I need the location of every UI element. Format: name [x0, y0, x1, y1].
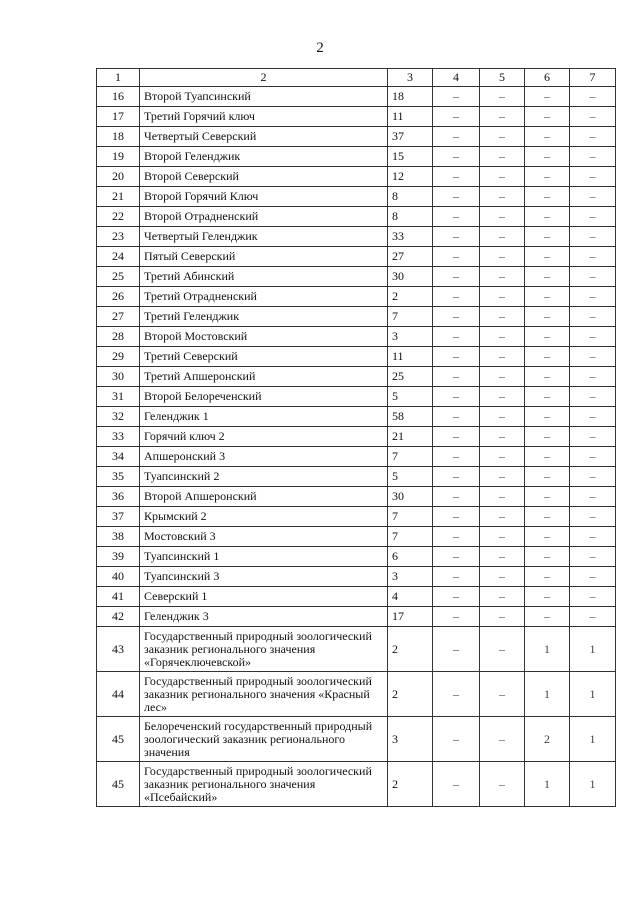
- col4-cell: –: [433, 467, 480, 487]
- col5-cell: –: [480, 287, 525, 307]
- col3-cell: 25: [388, 367, 433, 387]
- col7-cell: –: [570, 307, 616, 327]
- table-row: [97, 247, 616, 267]
- row-number-cell: 42: [97, 607, 140, 627]
- col4-cell: –: [433, 672, 480, 717]
- col4-cell: –: [433, 207, 480, 227]
- row-number-cell: 29: [97, 347, 140, 367]
- col6-cell: –: [525, 147, 570, 167]
- reserve-name-cell: Государственный природный зоологический заказник регионального значения «Красный лес»: [140, 672, 388, 717]
- col6-cell: –: [525, 467, 570, 487]
- row-number-cell: 45: [97, 762, 140, 807]
- reserve-name-cell: Третий Апшеронский: [140, 367, 388, 387]
- col4-cell: –: [433, 167, 480, 187]
- table-row: [97, 187, 616, 207]
- row-number-cell: 19: [97, 147, 140, 167]
- col6-cell: –: [525, 247, 570, 267]
- col7-cell: –: [570, 367, 616, 387]
- col5-cell: –: [480, 167, 525, 187]
- reserve-name-cell: Второй Мостовский: [140, 327, 388, 347]
- col5-cell: –: [480, 567, 525, 587]
- col6-cell: –: [525, 387, 570, 407]
- col5-cell: –: [480, 327, 525, 347]
- header-cell: 7: [570, 69, 616, 87]
- table-row: [97, 127, 616, 147]
- table-row: [97, 307, 616, 327]
- table-row: [97, 387, 616, 407]
- header-cell: 2: [140, 69, 388, 87]
- col6-cell: –: [525, 327, 570, 347]
- reserve-name-cell: Четвертый Северский: [140, 127, 388, 147]
- col3-cell: 37: [388, 127, 433, 147]
- reserve-name-cell: Геленджик 1: [140, 407, 388, 427]
- row-number-cell: 37: [97, 507, 140, 527]
- reserve-name-cell: Третий Отрадненский: [140, 287, 388, 307]
- col6-cell: –: [525, 267, 570, 287]
- table-row: [97, 627, 616, 672]
- col6-cell: –: [525, 547, 570, 567]
- col5-cell: –: [480, 267, 525, 287]
- reserve-name-cell: Туапсинский 3: [140, 567, 388, 587]
- table-row: [97, 347, 616, 367]
- col5-cell: –: [480, 87, 525, 107]
- row-number-cell: 41: [97, 587, 140, 607]
- col4-cell: –: [433, 447, 480, 467]
- col5-cell: –: [480, 587, 525, 607]
- col4-cell: –: [433, 307, 480, 327]
- col4-cell: –: [433, 762, 480, 807]
- col3-cell: 3: [388, 717, 433, 762]
- row-number-cell: 35: [97, 467, 140, 487]
- col5-cell: –: [480, 487, 525, 507]
- col3-cell: 12: [388, 167, 433, 187]
- col4-cell: –: [433, 387, 480, 407]
- col6-cell: –: [525, 347, 570, 367]
- row-number-cell: 24: [97, 247, 140, 267]
- col3-cell: 3: [388, 327, 433, 347]
- reserve-name-cell: Второй Отрадненский: [140, 207, 388, 227]
- col4-cell: –: [433, 127, 480, 147]
- reserve-name-cell: Крымский 2: [140, 507, 388, 527]
- data-table: [96, 68, 616, 807]
- col5-cell: –: [480, 347, 525, 367]
- reserve-name-cell: Второй Северский: [140, 167, 388, 187]
- reserve-name-cell: Третий Северский: [140, 347, 388, 367]
- col6-cell: –: [525, 447, 570, 467]
- col5-cell: –: [480, 547, 525, 567]
- col7-cell: –: [570, 347, 616, 367]
- col6-cell: 1: [525, 627, 570, 672]
- col4-cell: –: [433, 347, 480, 367]
- col6-cell: 1: [525, 672, 570, 717]
- col6-cell: 1: [525, 762, 570, 807]
- col4-cell: –: [433, 87, 480, 107]
- row-number-cell: 20: [97, 167, 140, 187]
- col6-cell: –: [525, 507, 570, 527]
- table-row: [97, 447, 616, 467]
- col3-cell: 2: [388, 287, 433, 307]
- col7-cell: –: [570, 547, 616, 567]
- col6-cell: –: [525, 587, 570, 607]
- col3-cell: 27: [388, 247, 433, 267]
- col4-cell: –: [433, 627, 480, 672]
- col4-cell: –: [433, 547, 480, 567]
- col4-cell: –: [433, 717, 480, 762]
- table-header-row: [97, 69, 616, 87]
- col7-cell: –: [570, 227, 616, 247]
- reserve-name-cell: Северский 1: [140, 587, 388, 607]
- col7-cell: –: [570, 387, 616, 407]
- col5-cell: –: [480, 467, 525, 487]
- header-cell: 5: [480, 69, 525, 87]
- col4-cell: –: [433, 247, 480, 267]
- col7-cell: –: [570, 507, 616, 527]
- col6-cell: –: [525, 287, 570, 307]
- col4-cell: –: [433, 367, 480, 387]
- table-row: [97, 147, 616, 167]
- col6-cell: –: [525, 527, 570, 547]
- reserve-name-cell: Четвертый Геленджик: [140, 227, 388, 247]
- reserve-name-cell: Геленджик 3: [140, 607, 388, 627]
- col5-cell: –: [480, 247, 525, 267]
- col5-cell: –: [480, 427, 525, 447]
- table-row: [97, 567, 616, 587]
- row-number-cell: 17: [97, 107, 140, 127]
- col3-cell: 30: [388, 487, 433, 507]
- row-number-cell: 23: [97, 227, 140, 247]
- row-number-cell: 31: [97, 387, 140, 407]
- col6-cell: –: [525, 187, 570, 207]
- table-row: [97, 427, 616, 447]
- col3-cell: 6: [388, 547, 433, 567]
- table-row: [97, 327, 616, 347]
- row-number-cell: 43: [97, 627, 140, 672]
- header-cell: 6: [525, 69, 570, 87]
- col7-cell: –: [570, 487, 616, 507]
- table-row: [97, 467, 616, 487]
- col4-cell: –: [433, 107, 480, 127]
- col7-cell: –: [570, 607, 616, 627]
- row-number-cell: 33: [97, 427, 140, 447]
- row-number-cell: 26: [97, 287, 140, 307]
- col7-cell: –: [570, 267, 616, 287]
- col7-cell: –: [570, 427, 616, 447]
- col3-cell: 8: [388, 187, 433, 207]
- reserve-name-cell: Третий Геленджик: [140, 307, 388, 327]
- row-number-cell: 25: [97, 267, 140, 287]
- col5-cell: –: [480, 407, 525, 427]
- table-row: [97, 527, 616, 547]
- col6-cell: –: [525, 127, 570, 147]
- col5-cell: –: [480, 147, 525, 167]
- col6-cell: –: [525, 407, 570, 427]
- table-row: [97, 87, 616, 107]
- row-number-cell: 36: [97, 487, 140, 507]
- table-row: [97, 287, 616, 307]
- col6-cell: –: [525, 607, 570, 627]
- col3-cell: 17: [388, 607, 433, 627]
- table-row: [97, 762, 616, 807]
- reserve-name-cell: Второй Белореченский: [140, 387, 388, 407]
- row-number-cell: 28: [97, 327, 140, 347]
- col3-cell: 11: [388, 107, 433, 127]
- col5-cell: –: [480, 527, 525, 547]
- col7-cell: –: [570, 447, 616, 467]
- col7-cell: –: [570, 467, 616, 487]
- table-row: [97, 587, 616, 607]
- col5-cell: –: [480, 207, 525, 227]
- col3-cell: 21: [388, 427, 433, 447]
- reserve-name-cell: Второй Геленджик: [140, 147, 388, 167]
- col3-cell: 33: [388, 227, 433, 247]
- col5-cell: –: [480, 447, 525, 467]
- col5-cell: –: [480, 387, 525, 407]
- col4-cell: –: [433, 607, 480, 627]
- col7-cell: –: [570, 287, 616, 307]
- table-row: [97, 507, 616, 527]
- col6-cell: –: [525, 207, 570, 227]
- col7-cell: –: [570, 247, 616, 267]
- reserve-name-cell: Третий Абинский: [140, 267, 388, 287]
- col4-cell: –: [433, 147, 480, 167]
- col4-cell: –: [433, 287, 480, 307]
- header-cell: 1: [97, 69, 140, 87]
- col7-cell: 1: [570, 627, 616, 672]
- reserve-name-cell: Второй Горячий Ключ: [140, 187, 388, 207]
- col3-cell: 11: [388, 347, 433, 367]
- col3-cell: 15: [388, 147, 433, 167]
- col7-cell: –: [570, 587, 616, 607]
- col3-cell: 7: [388, 447, 433, 467]
- col7-cell: –: [570, 107, 616, 127]
- col3-cell: 58: [388, 407, 433, 427]
- col5-cell: –: [480, 187, 525, 207]
- col5-cell: –: [480, 367, 525, 387]
- col5-cell: –: [480, 607, 525, 627]
- col7-cell: 1: [570, 672, 616, 717]
- table-row: [97, 207, 616, 227]
- col4-cell: –: [433, 427, 480, 447]
- col6-cell: –: [525, 87, 570, 107]
- row-number-cell: 45: [97, 717, 140, 762]
- reserve-name-cell: Горячий ключ 2: [140, 427, 388, 447]
- col5-cell: –: [480, 107, 525, 127]
- reserve-name-cell: Второй Апшеронский: [140, 487, 388, 507]
- col7-cell: –: [570, 567, 616, 587]
- reserve-name-cell: Государственный природный зоологический заказник регионального значения «Псебайский»: [140, 762, 388, 807]
- col5-cell: –: [480, 762, 525, 807]
- col6-cell: –: [525, 427, 570, 447]
- col4-cell: –: [433, 567, 480, 587]
- row-number-cell: 44: [97, 672, 140, 717]
- col4-cell: –: [433, 187, 480, 207]
- table-row: [97, 167, 616, 187]
- reserve-name-cell: Апшеронский 3: [140, 447, 388, 467]
- row-number-cell: 22: [97, 207, 140, 227]
- col3-cell: 2: [388, 762, 433, 807]
- col3-cell: 3: [388, 567, 433, 587]
- reserve-name-cell: Второй Туапсинский: [140, 87, 388, 107]
- col3-cell: 5: [388, 387, 433, 407]
- col7-cell: 1: [570, 762, 616, 807]
- col7-cell: –: [570, 127, 616, 147]
- reserve-name-cell: Туапсинский 1: [140, 547, 388, 567]
- col7-cell: 1: [570, 717, 616, 762]
- col4-cell: –: [433, 527, 480, 547]
- col3-cell: 2: [388, 672, 433, 717]
- col4-cell: –: [433, 407, 480, 427]
- table-row: [97, 672, 616, 717]
- table-row: [97, 547, 616, 567]
- col6-cell: –: [525, 227, 570, 247]
- col5-cell: –: [480, 672, 525, 717]
- col3-cell: 30: [388, 267, 433, 287]
- col6-cell: –: [525, 367, 570, 387]
- table-row: [97, 607, 616, 627]
- col4-cell: –: [433, 587, 480, 607]
- row-number-cell: 32: [97, 407, 140, 427]
- col3-cell: 7: [388, 527, 433, 547]
- reserve-name-cell: Государственный природный зоологический заказник регионального значения «Горячеключевской»: [140, 627, 388, 672]
- col4-cell: –: [433, 227, 480, 247]
- row-number-cell: 16: [97, 87, 140, 107]
- row-number-cell: 39: [97, 547, 140, 567]
- table-row: [97, 367, 616, 387]
- reserve-name-cell: Пятый Северский: [140, 247, 388, 267]
- col3-cell: 4: [388, 587, 433, 607]
- table-row: [97, 407, 616, 427]
- col7-cell: –: [570, 147, 616, 167]
- col3-cell: 2: [388, 627, 433, 672]
- row-number-cell: 21: [97, 187, 140, 207]
- header-cell: 3: [388, 69, 433, 87]
- row-number-cell: 30: [97, 367, 140, 387]
- reserve-name-cell: Белореченский государственный природный зоологический заказник регионального значения: [140, 717, 388, 762]
- col3-cell: 8: [388, 207, 433, 227]
- col7-cell: –: [570, 407, 616, 427]
- table-row: [97, 227, 616, 247]
- reserve-name-cell: Третий Горячий ключ: [140, 107, 388, 127]
- col6-cell: –: [525, 307, 570, 327]
- col4-cell: –: [433, 267, 480, 287]
- col4-cell: –: [433, 327, 480, 347]
- reserve-name-cell: Мостовский 3: [140, 527, 388, 547]
- col6-cell: 2: [525, 717, 570, 762]
- header-cell: 4: [433, 69, 480, 87]
- page-number: 2: [316, 40, 324, 56]
- col7-cell: –: [570, 527, 616, 547]
- col7-cell: –: [570, 187, 616, 207]
- col6-cell: –: [525, 167, 570, 187]
- col5-cell: –: [480, 507, 525, 527]
- col7-cell: –: [570, 207, 616, 227]
- reserve-name-cell: Туапсинский 2: [140, 467, 388, 487]
- col5-cell: –: [480, 627, 525, 672]
- table-row: [97, 107, 616, 127]
- col6-cell: –: [525, 107, 570, 127]
- row-number-cell: 27: [97, 307, 140, 327]
- row-number-cell: 40: [97, 567, 140, 587]
- col7-cell: –: [570, 167, 616, 187]
- col3-cell: 5: [388, 467, 433, 487]
- table-row: [97, 267, 616, 287]
- row-number-cell: 38: [97, 527, 140, 547]
- col7-cell: –: [570, 87, 616, 107]
- col5-cell: –: [480, 227, 525, 247]
- col3-cell: 7: [388, 307, 433, 327]
- col6-cell: –: [525, 487, 570, 507]
- col5-cell: –: [480, 307, 525, 327]
- table-row: [97, 487, 616, 507]
- col7-cell: –: [570, 327, 616, 347]
- col5-cell: –: [480, 717, 525, 762]
- col5-cell: –: [480, 127, 525, 147]
- row-number-cell: 18: [97, 127, 140, 147]
- table-row: [97, 717, 616, 762]
- row-number-cell: 34: [97, 447, 140, 467]
- col3-cell: 7: [388, 507, 433, 527]
- col4-cell: –: [433, 507, 480, 527]
- col4-cell: –: [433, 487, 480, 507]
- col3-cell: 18: [388, 87, 433, 107]
- col6-cell: –: [525, 567, 570, 587]
